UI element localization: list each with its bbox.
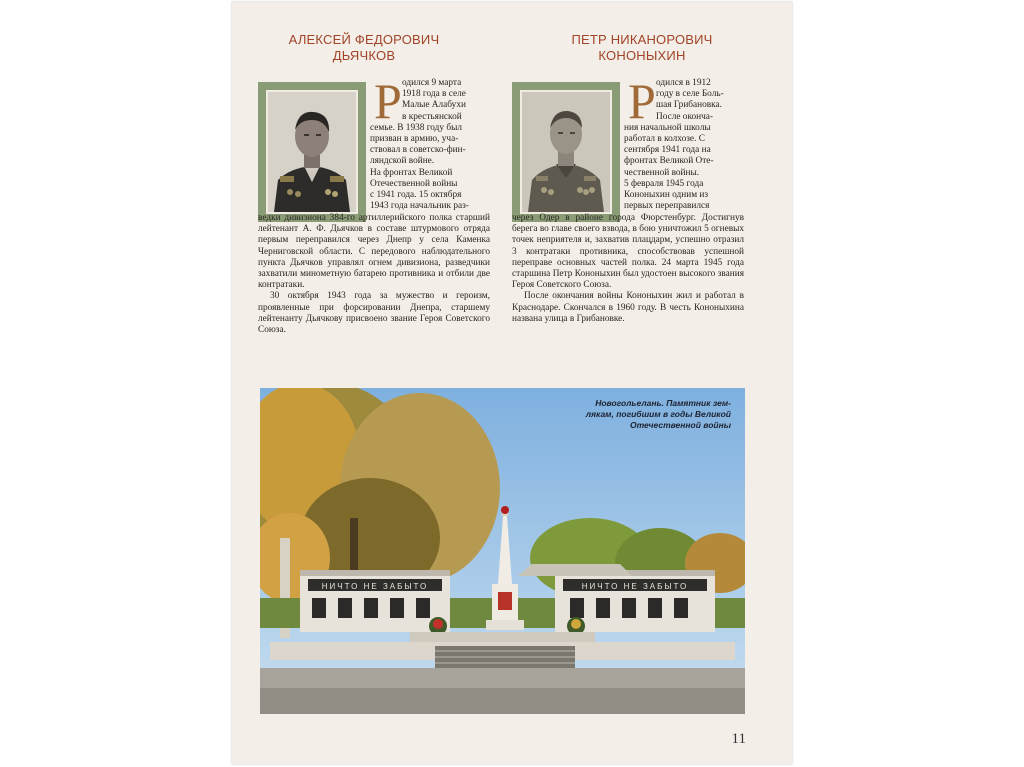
photo-caption-line3: Отечественной войны [629, 420, 731, 430]
hero-name-left [254, 32, 474, 64]
memorial-sign-right: НИЧТО НЕ ЗАБЫТО [581, 582, 689, 591]
portrait-right-photo [522, 92, 610, 212]
portrait-left-photo [268, 92, 356, 212]
bio-left-line: призван в армию, уча- [370, 134, 459, 145]
bio-left-line: одился 9 марта [402, 78, 462, 88]
bio-right-body [512, 213, 744, 325]
bio-left-line: семье. В 1938 году был [370, 122, 462, 133]
memorial-photo [260, 388, 745, 714]
bio-right-intro [624, 73, 742, 212]
bio-right-paragraph-1: через Одер в районе города Фюрстенбург. Достигнув берега во главе своего взвода, в бою уничтожил 5 огневых точек неприятеля и, захватив плацдарм, успешно отразил 3 контратаки противника, способствовав успешной переправе основных частей полка. 24 марта 1945 года старшина Петр Кононыхин был удостоен высокого звания Героя Советского Союза. [512, 213, 744, 291]
bio-right-line: После оконча- [656, 111, 714, 122]
bio-right-line: Кононыхин одним из [624, 190, 709, 201]
bio-right-line: одился в 1912 [656, 78, 711, 88]
bio-left-line: Отечественной войны [370, 178, 458, 189]
bio-left-body [258, 213, 490, 336]
portrait-left [266, 90, 358, 214]
bio-left-line: в крестьянской [402, 111, 462, 122]
portrait-frame-left [258, 82, 366, 222]
dropcap-left: Р [374, 73, 402, 129]
bio-left-line: с 1941 года. 15 октября [370, 190, 462, 201]
hero-name-right-line1: ПЕТР НИКАНОРОВИЧ [571, 32, 713, 47]
bio-right-line: году в селе Боль- [656, 89, 724, 100]
hero-name-right [532, 32, 752, 64]
bio-left-line: 1918 года в селе [402, 89, 466, 100]
bio-right-line: работал в колхозе. С [624, 134, 705, 145]
photo-caption-line1: Новогольелань. Памятник зем- [595, 398, 731, 408]
bio-right-line: первых переправился [624, 201, 710, 212]
bio-left-intro [370, 73, 488, 212]
bio-right-line: фронтах Великой Оте- [624, 156, 714, 167]
dropcap-right: Р [628, 73, 656, 129]
bio-left-paragraph-2: 30 октября 1943 года за мужество и героизм, проявленные при форсировании Днепра, старшему лейтенанту Дьячкову присвоено звание Героя Советского Союза. [258, 291, 490, 336]
page-number: 11 [731, 731, 746, 747]
bio-left-line: ствовал в советско-фин- [370, 145, 466, 156]
bio-left-paragraph-1: ведки дивизиона 384-го артиллерийского полка старший лейтенант А. Ф. Дьячков в составе штурмового отряда первым переправился через Днепр у села Каменка Черниговской области. С передового наблюдательного пункта Дьячков управлял огнем дивизиона, разведчики захватили минометную батарею противника и отбили две контратаки. [258, 213, 490, 291]
hero-name-right-line2: КОНОНЫХИН [598, 48, 686, 63]
hero-name-left-line2: ДЬЯЧКОВ [332, 48, 396, 63]
hero-name-left-line1: АЛЕКСЕЙ ФЕДОРОВИЧ [288, 32, 440, 47]
bio-right-line: ния начальной школы [624, 122, 711, 133]
portrait-right [520, 90, 612, 214]
photo-caption [561, 398, 731, 431]
bio-right-line: шая Грибановка. [656, 100, 722, 111]
bio-right-paragraph-2: После окончания войны Кононыхин жил и работал в Краснодаре. Скончался в 1960 году. В честь Кононыхина названа улица в Грибановке. [512, 291, 744, 324]
memorial-sign-left: НИЧТО НЕ ЗАБЫТО [321, 582, 429, 591]
portrait-frame-right [512, 82, 620, 222]
bio-right-line: чественной войны. [624, 167, 700, 178]
bio-right-line: сентября 1941 года на [624, 145, 711, 156]
bio-left-line: На фронтах Великой [370, 167, 453, 178]
memorial-photo-image [260, 388, 745, 714]
bio-left-line: ляндской войне. [370, 156, 435, 167]
bio-left-line: Малые Алабухи [402, 100, 466, 111]
bio-left-line: 1943 года начальник раз- [370, 201, 469, 212]
photo-caption-line2: лякам, погибшим в годы Великой [585, 409, 731, 419]
book-page [232, 2, 792, 764]
bio-right-line: 5 февраля 1945 года [624, 178, 704, 189]
